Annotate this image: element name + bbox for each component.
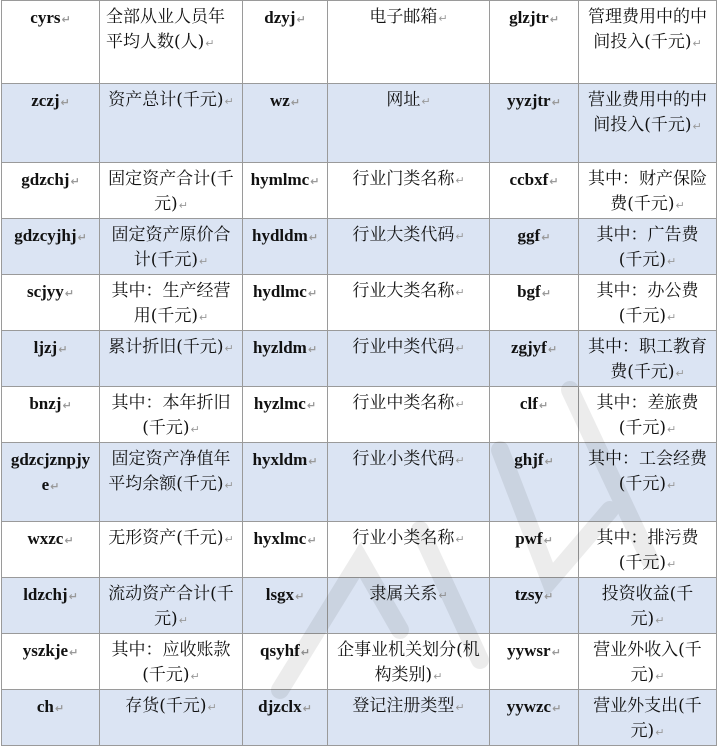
paragraph-mark-icon: ↵: [667, 255, 677, 268]
paragraph-mark-icon: ↵: [307, 343, 318, 356]
paragraph-mark-icon: ↵: [551, 646, 561, 659]
paragraph-mark-icon: ↵: [224, 533, 234, 546]
paragraph-mark-icon: ↵: [302, 702, 312, 715]
table-row: [2, 163, 717, 219]
field-description-cell: 其中：本年折旧(千元)↵: [100, 387, 243, 443]
field-code-cell: yszkje↵: [2, 634, 100, 690]
paragraph-mark-icon: ↵: [290, 96, 301, 109]
paragraph-mark-icon: ↵: [675, 199, 685, 212]
field-description-cell: 流动资产合计(千元)↵: [100, 578, 243, 634]
table-row: [2, 275, 717, 331]
table-row: [2, 522, 717, 578]
field-code-cell: glzjtr↵: [490, 1, 579, 84]
field-code-cell: ch↵: [2, 690, 100, 746]
field-code-cell: hydlmc↵: [243, 275, 328, 331]
table-row: [2, 387, 717, 443]
paragraph-mark-icon: ↵: [61, 13, 71, 26]
field-description-cell: 全部从业人员年平均人数(人)↵: [100, 1, 243, 84]
paragraph-mark-icon: ↵: [295, 590, 305, 603]
field-code-cell: gdzchj↵: [2, 163, 100, 219]
table-row: [2, 634, 717, 690]
paragraph-mark-icon: ↵: [455, 454, 465, 467]
paragraph-mark-icon: ↵: [543, 534, 553, 547]
paragraph-mark-icon: ↵: [655, 614, 665, 627]
paragraph-mark-icon: ↵: [64, 534, 74, 547]
field-description-cell: 固定资产净值年平均余额(千元)↵: [100, 443, 243, 522]
field-code-cell: scjyy↵: [2, 275, 100, 331]
field-code-cell: hyxldm↵: [243, 443, 328, 522]
paragraph-mark-icon: ↵: [438, 12, 448, 25]
field-description-cell: 网址↵: [328, 84, 490, 163]
field-description-cell: 资产总计(千元)↵: [100, 84, 243, 163]
paragraph-mark-icon: ↵: [655, 726, 665, 739]
paragraph-mark-icon: ↵: [551, 96, 561, 109]
paragraph-mark-icon: ↵: [547, 343, 558, 356]
field-code-cell: ldzchj↵: [2, 578, 100, 634]
paragraph-mark-icon: ↵: [306, 399, 317, 412]
paragraph-mark-icon: ↵: [692, 120, 702, 133]
field-code-cell: bgf↵: [490, 275, 579, 331]
table-row: [2, 443, 717, 522]
field-code-cell: ghjf↵: [490, 443, 579, 522]
paragraph-mark-icon: ↵: [300, 646, 310, 659]
paragraph-mark-icon: ↵: [68, 590, 78, 603]
paragraph-mark-icon: ↵: [308, 455, 318, 468]
paragraph-mark-icon: ↵: [307, 534, 317, 547]
paragraph-mark-icon: ↵: [538, 399, 549, 412]
field-description-cell: 其中：财产保险费(千元)↵: [579, 163, 717, 219]
paragraph-mark-icon: ↵: [224, 342, 234, 355]
field-description-cell: 营业外支出(千元)↵: [579, 690, 717, 746]
field-code-cell: hyzldm↵: [243, 331, 328, 387]
field-dictionary-table: [1, 0, 717, 746]
paragraph-mark-icon: ↵: [54, 702, 65, 715]
field-code-cell: yywzc↵: [490, 690, 579, 746]
field-description-cell: 行业小类名称↵: [328, 522, 490, 578]
paragraph-mark-icon: ↵: [190, 423, 200, 436]
field-code-cell: djzclx↵: [243, 690, 328, 746]
field-description-cell: 固定资产合计(千元)↵: [100, 163, 243, 219]
field-code-cell: tzsy↵: [490, 578, 579, 634]
paragraph-mark-icon: ↵: [308, 231, 318, 244]
paragraph-mark-icon: ↵: [50, 480, 60, 493]
paragraph-mark-icon: ↵: [675, 367, 685, 380]
paragraph-mark-icon: ↵: [58, 343, 68, 356]
field-description-cell: 投资收益(千元)↵: [579, 578, 717, 634]
field-description-cell: 行业门类名称↵: [328, 163, 490, 219]
field-code-cell: ljzj↵: [2, 331, 100, 387]
paragraph-mark-icon: ↵: [60, 96, 70, 109]
paragraph-mark-icon: ↵: [455, 398, 465, 411]
paragraph-mark-icon: ↵: [455, 286, 465, 299]
paragraph-mark-icon: ↵: [64, 287, 75, 300]
paragraph-mark-icon: ↵: [541, 231, 551, 244]
field-description-cell: 行业大类代码↵: [328, 219, 490, 275]
paragraph-mark-icon: ↵: [655, 670, 665, 683]
field-code-cell: clf↵: [490, 387, 579, 443]
field-code-cell: gdzcyjhj↵: [2, 219, 100, 275]
field-code-cell: ccbxf↵: [490, 163, 579, 219]
paragraph-mark-icon: ↵: [224, 95, 234, 108]
paragraph-mark-icon: ↵: [455, 174, 465, 187]
paragraph-mark-icon: ↵: [544, 590, 554, 603]
field-description-cell: 行业小类代码↵: [328, 443, 490, 522]
paragraph-mark-icon: ↵: [455, 701, 465, 714]
field-code-cell: hymlmc↵: [243, 163, 328, 219]
paragraph-mark-icon: ↵: [70, 175, 80, 188]
field-code-cell: yyzjtr↵: [490, 84, 579, 163]
paragraph-mark-icon: ↵: [310, 175, 320, 188]
field-code-cell: dzyj↵: [243, 1, 328, 84]
field-code-cell: cyrs↵: [2, 1, 100, 84]
paragraph-mark-icon: ↵: [224, 479, 234, 492]
field-code-cell: lsgx↵: [243, 578, 328, 634]
field-code-cell: yywsr↵: [490, 634, 579, 690]
field-description-cell: 隶属关系↵: [328, 578, 490, 634]
field-code-cell: wz↵: [243, 84, 328, 163]
field-code-cell: zczj↵: [2, 84, 100, 163]
paragraph-mark-icon: ↵: [667, 558, 677, 571]
paragraph-mark-icon: ↵: [667, 423, 677, 436]
field-description-cell: 无形资产(千元)↵: [100, 522, 243, 578]
field-description-cell: 其中：职工教育费(千元)↵: [579, 331, 717, 387]
paragraph-mark-icon: ↵: [438, 589, 448, 602]
field-description-cell: 累计折旧(千元)↵: [100, 331, 243, 387]
paragraph-mark-icon: ↵: [667, 311, 677, 324]
field-description-cell: 其中：工会经费(千元)↵: [579, 443, 717, 522]
field-description-cell: 其中：生产经营用(千元)↵: [100, 275, 243, 331]
paragraph-mark-icon: ↵: [455, 342, 465, 355]
table-row: [2, 690, 717, 746]
paragraph-mark-icon: ↵: [552, 702, 562, 715]
paragraph-mark-icon: ↵: [207, 701, 217, 714]
field-description-cell: 电子邮箱↵: [328, 1, 490, 84]
field-description-cell: 行业中类名称↵: [328, 387, 490, 443]
paragraph-mark-icon: ↵: [549, 175, 559, 188]
table-row: [2, 219, 717, 275]
paragraph-mark-icon: ↵: [549, 13, 559, 26]
paragraph-mark-icon: ↵: [296, 13, 306, 26]
field-description-cell: 固定资产原价合计(千元)↵: [100, 219, 243, 275]
field-code-cell: wxzc↵: [2, 522, 100, 578]
paragraph-mark-icon: ↵: [199, 255, 209, 268]
field-code-cell: hydldm↵: [243, 219, 328, 275]
paragraph-mark-icon: ↵: [307, 287, 318, 300]
field-code-cell: ggf↵: [490, 219, 579, 275]
paragraph-mark-icon: ↵: [69, 646, 79, 659]
table-row: [2, 578, 717, 634]
field-code-cell: zgjyf↵: [490, 331, 579, 387]
paragraph-mark-icon: ↵: [455, 533, 465, 546]
paragraph-mark-icon: ↵: [190, 670, 200, 683]
field-description-cell: 其中：差旅费(千元)↵: [579, 387, 717, 443]
field-code-cell: pwf↵: [490, 522, 579, 578]
field-description-cell: 存货(千元)↵: [100, 690, 243, 746]
paragraph-mark-icon: ↵: [692, 37, 702, 50]
paragraph-mark-icon: ↵: [77, 231, 87, 244]
field-description-cell: 行业大类名称↵: [328, 275, 490, 331]
paragraph-mark-icon: ↵: [199, 311, 209, 324]
field-description-cell: 其中：广告费(千元)↵: [579, 219, 717, 275]
field-description-cell: 其中：办公费(千元)↵: [579, 275, 717, 331]
field-code-cell: hyxlmc↵: [243, 522, 328, 578]
paragraph-mark-icon: ↵: [544, 455, 554, 468]
table-row: [2, 331, 717, 387]
field-description-cell: 其中：应收账款(千元)↵: [100, 634, 243, 690]
paragraph-mark-icon: ↵: [455, 230, 465, 243]
paragraph-mark-icon: ↵: [178, 614, 188, 627]
field-code-cell: gdzcjznpjye↵: [2, 443, 100, 522]
table-row: [2, 1, 717, 84]
paragraph-mark-icon: ↵: [205, 37, 215, 50]
field-description-cell: 管理费用中的中间投入(千元)↵: [579, 1, 717, 84]
field-description-cell: 营业外收入(千元)↵: [579, 634, 717, 690]
field-description-cell: 营业费用中的中间投入(千元)↵: [579, 84, 717, 163]
table-row: [2, 84, 717, 163]
field-code-cell: bnzj↵: [2, 387, 100, 443]
field-code-cell: hyzlmc↵: [243, 387, 328, 443]
field-description-cell: 行业中类代码↵: [328, 331, 490, 387]
paragraph-mark-icon: ↵: [433, 670, 443, 683]
paragraph-mark-icon: ↵: [541, 287, 551, 300]
field-description-cell: 其中：排污费(千元)↵: [579, 522, 717, 578]
paragraph-mark-icon: ↵: [421, 95, 431, 108]
paragraph-mark-icon: ↵: [178, 199, 188, 212]
field-description-cell: 登记注册类型↵: [328, 690, 490, 746]
field-code-cell: qsyhf↵: [243, 634, 328, 690]
field-description-cell: 企事业机关划分(机构类别)↵: [328, 634, 490, 690]
paragraph-mark-icon: ↵: [667, 479, 677, 492]
paragraph-mark-icon: ↵: [62, 399, 72, 412]
